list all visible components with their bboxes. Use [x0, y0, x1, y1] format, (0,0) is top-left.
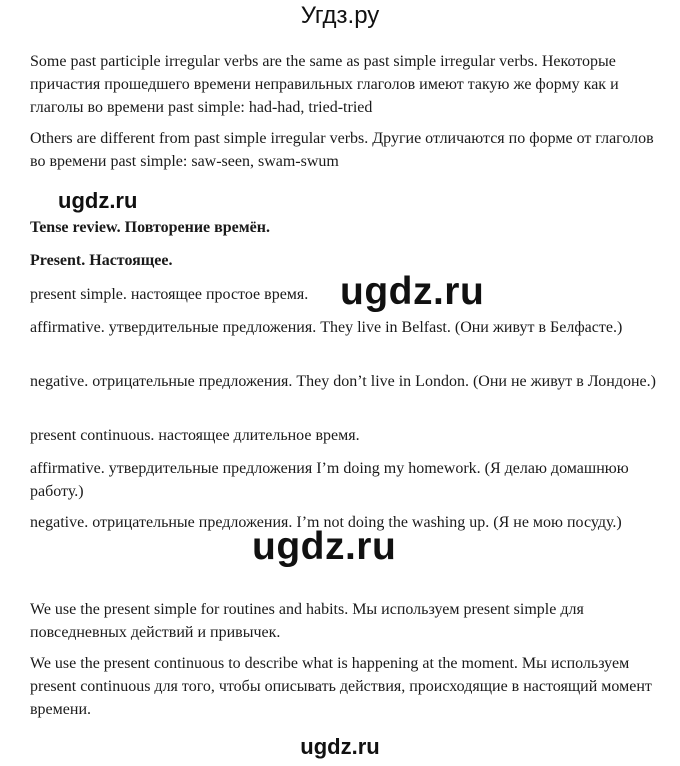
line-present-simple: present simple. настоящее простое время. [30, 286, 309, 303]
line-negative-continuous: negative. отрицательные предложения. I’m not doing the washing up. (Я не мою посуду.) [30, 514, 622, 531]
line-affirmative-continuous: affirmative. утвердительные предложения I’m doing my homework. (Я делаю домашнюю работу.) [30, 460, 629, 500]
paragraph-participles-same: Some past participle irregular verbs are the same as past simple irregular verbs. Некоторые причастия прошедшего времени неправильных глаголов имеют такую же форму как и глаголы во времени past simple: had-had, tried-tried [30, 53, 619, 116]
site-title: Угдз.ру [300, 2, 380, 29]
watermark-lower-big: ugdz.ru [252, 525, 397, 568]
usage-present-simple: We use the present simple for routines and habits. Мы используем present simple для повседневных действий и привычек. [30, 601, 584, 641]
paragraph-participles-different: Others are different from past simple irregular verbs. Другие отличаются по форме от глаголов во времени past simple: saw-seen, swam-swum [30, 130, 654, 170]
line-affirmative-simple: affirmative. утвердительные предложения. They live in Belfast. (Они живут в Белфасте.) [30, 319, 623, 336]
line-present-continuous: present continuous. настоящее длительное время. [30, 427, 360, 444]
watermark-mid-big: ugdz.ru [340, 270, 485, 313]
watermark-bottom-small: ugdz.ru [300, 734, 380, 759]
usage-present-continuous: We use the present continuous to describe what is happening at the moment. Мы используем present continuous для того, чтобы описывать действия, происходящие в настоящий момент времени. [30, 655, 652, 718]
section-heading: Tense review. Повторение времён. [30, 219, 270, 236]
line-negative-simple: negative. отрицательные предложения. They don’t live in London. (Они не живут в Лондоне.) [30, 373, 656, 390]
watermark-top-small: ugdz.ru [58, 188, 138, 213]
subsection-heading: Present. Настоящее. [30, 252, 173, 269]
